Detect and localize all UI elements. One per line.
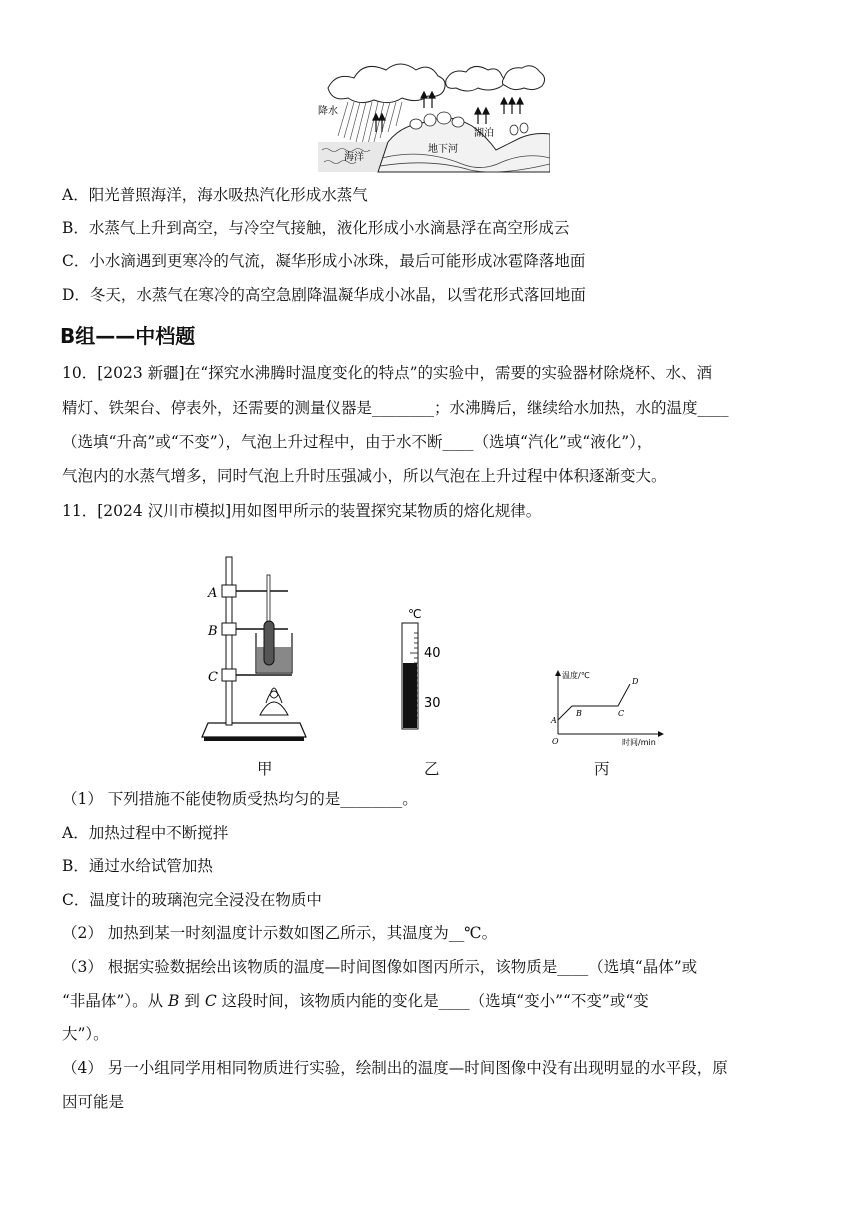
figure-jia-apparatus: [200, 555, 310, 745]
q11-part-3-line-2-text-a: “非晶体”）。从: [62, 992, 164, 1010]
cloud-left: [328, 64, 445, 103]
q11-part-3-line-2-text-c: 到: [184, 992, 200, 1010]
q11-part-3-line-2: [62, 990, 649, 1012]
unit-label: ℃: [408, 607, 422, 621]
point-d-label: D: [632, 677, 639, 686]
label-ocean: 海洋: [344, 152, 364, 163]
q10-line-4: 气泡内的水蒸气增多，同时气泡上升时压强减小，所以气泡在上升过程中体积逐渐变大。: [62, 467, 667, 485]
point-c-label: C: [618, 709, 625, 718]
figure-yi-thermometer: [390, 605, 460, 735]
cloud-middle: [446, 66, 505, 91]
tick-40: 40: [424, 646, 441, 661]
label-b: B: [208, 624, 218, 639]
q11-part-4-line-1: （4） 另一小组同学用相同物质进行实验，绘制出的温度—时间图像中没有出现明显的水平段，原: [62, 1059, 728, 1077]
figure-bing-graph: [548, 668, 668, 750]
point-a-label: A: [551, 716, 557, 725]
stand-base: [202, 723, 306, 737]
point-b-ref: B: [168, 992, 180, 1010]
label-lake: 湖泊: [474, 128, 494, 139]
q10-line-3: （选填“升高”或“不变”），气泡上升过程中，由于水不断____（选填“汽化”或“液化”），: [62, 433, 653, 451]
stand-rod: [226, 557, 232, 725]
label-c: C: [208, 670, 218, 685]
q11-part-3-line-2-text-e: 这段时间，该物质内能的变化是____（选填“变小”“不变”或“变: [221, 992, 649, 1010]
q9-option-b: B．水蒸气上升到高空，与冷空气接触，液化形成小水滴悬浮在高空形成云: [62, 219, 570, 237]
x-axis-label: 时间/min: [622, 738, 656, 747]
cloud-right: [502, 66, 544, 90]
q11-part-1-option-c: C．温度计的玻璃泡完全浸没在物质中: [62, 891, 322, 909]
q11-part-3-line-1: （3） 根据实验数据绘出该物质的温度—时间图像如图丙所示，该物质是____（选填“晶体”或: [62, 958, 698, 976]
origin-label: O: [552, 737, 559, 746]
tick-30: 30: [424, 696, 441, 711]
point-b-label: B: [576, 709, 582, 718]
q10-line-2: 精灯、铁架台、停表外，还需要的测量仪器是________；水沸腾后，继续给水加热，水的温度____: [62, 399, 729, 417]
water-cycle-figure: [318, 58, 550, 176]
caption-jia: 甲: [257, 760, 273, 778]
q9-option-a: A．阳光普照海洋，海水吸热汽化形成水蒸气: [62, 186, 368, 204]
test-tube: [264, 621, 274, 665]
q11-part-4-line-2: 因可能是: [62, 1093, 125, 1111]
label-underground-river: 地下河: [428, 144, 458, 155]
y-axis-label: 温度/℃: [562, 671, 590, 680]
q11-part-1-option-b: B．通过水给试管加热: [62, 857, 213, 875]
caption-yi: 乙: [424, 760, 440, 778]
q11-part-1-option-a: A．加热过程中不断搅拌: [62, 824, 229, 842]
label-rain: 降水: [318, 106, 338, 117]
q9-option-c: C．小水滴遇到更寒冷的气流，凝华形成小冰珠，最后可能形成冰雹降落地面: [62, 252, 586, 270]
q11-intro: 11．[2024 汉川市模拟]用如图甲所示的装置探究某物质的熔化规律。: [62, 502, 542, 520]
point-c-ref: C: [204, 992, 217, 1010]
q9-option-d: D．冬天，水蒸气在寒冷的高空急剧降温凝华成小冰晶，以雪花形式落回地面: [62, 286, 586, 304]
caption-bing: 丙: [594, 760, 610, 778]
q11-part-1: （1） 下列措施不能使物质受热均匀的是________。: [62, 790, 418, 808]
label-a: A: [208, 586, 218, 601]
q10-line-1: 10．[2023 新疆]在“探究水沸腾时温度变化的特点”的实验中，需要的实验器材除烧杯、水、酒: [62, 364, 713, 382]
q11-part-2: （2） 加热到某一时刻温度计示数如图乙所示，其温度为__℃。: [62, 924, 498, 942]
alcohol-burner: [260, 702, 288, 715]
section-heading: B组——中档题: [60, 324, 196, 348]
q11-part-3-line-3: 大”）。: [62, 1025, 109, 1043]
